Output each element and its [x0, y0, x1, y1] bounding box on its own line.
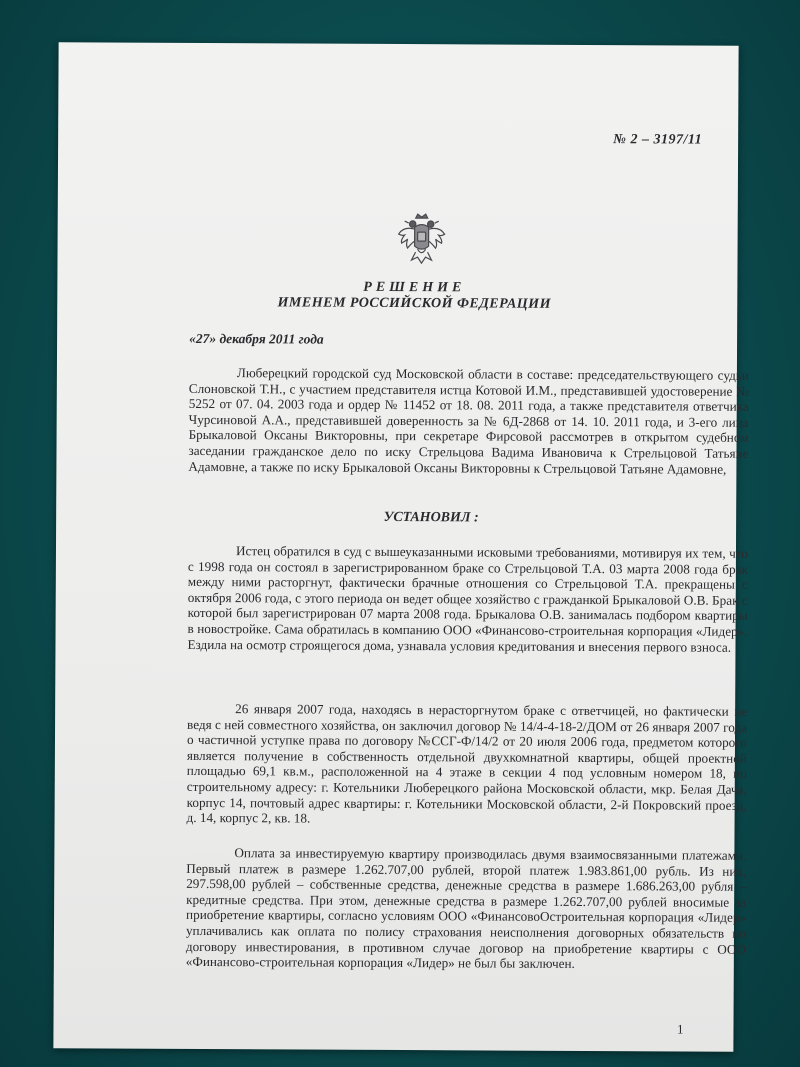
decision-date: «27» декабря 2011 года — [189, 330, 324, 347]
intro-paragraph-text: Люберецкий городской суд Московской области в составе: председательствующего судьи Слоновской Т.Н., с участием представителя истца Котовой И.М., представившей удостоверение № 5252 от 07. 04. 2003 года и ордер № 11452 от 18. 08. 2011 года, а также представителя ответчика Чурсиновой А.А., представившей доверенность за № 6Д-2868 от 14. 10. 2011 года, и 3-его лица Брыкаловой Оксаны Викторовны, при секретаре Фирсовой рассмотрев в открытом судебном заседании гражданское дело по иску Стрельцова Вадима Ивановича к Стрельцовой Татьяне Адамовне, а также по иску Брыкаловой Оксаны Викторовны к Стрельцовой Татьяне Адамовне, — [188, 365, 749, 477]
body-paragraph-1-text: Истец обратился в суд с вышеуказанными исковыми требованиями, мотивируя их тем, что с 1998 года он состоял в зарегистрированном браке со Стрельцовой Т.А. 03 марта 2008 года брак между ними расторгнут, фактически брачные отношения со Стрельцовой Т.А. прекращены с октября 2006 года, с этого периода он ведет общее хозяйство с гражданкой Брыкаловой О.В. Брак с которой был зарегистрирован 07 марта 2008 года. Брыкалова О.В. занималась подбором квартиры в новостройке. Сама обратилась в компанию ООО «Финансово-строительная корпорация «Лидер». Ездила на осмотр строящегося дома, узнавала условия кредитования и внесения первого взноса. — [187, 543, 749, 655]
body-paragraph-3 — [186, 845, 747, 973]
case-number: № 2 – 3197/11 — [613, 132, 703, 148]
body-paragraph-2-text: 26 января 2007 года, находясь в нерасторгнутом браке с ответчицей, но фактически не ведя с ней совместного хозяйства, он заключил договор № 14/4-4-18-2/ДОМ от 26 января 2007 года о частичной уступке права по договору №ССГ-Ф/14/2 от 20 июля 2006 года, предметом которого является получение в собственность отдельной двухкомнатной квартиры, общей проектной площадью 69,1 кв.м., расположенной на 4 этаже в секции 4 под условным номером 18, по строительному адресу: г. Котельники Люберецкого района Московской области, мкр. Белая Дача, корпус 14, почтовый адрес квартиры: г. Котельники Московской области, 2-й Покровский проезд, д. 14, корпус 2, кв. 18. — [186, 701, 748, 826]
intro-paragraph — [188, 365, 749, 477]
document-subtitle: ИМЕНЕМ РОССИЙСКОЙ ФЕДЕРАЦИИ — [277, 295, 552, 312]
established-heading: УСТАНОВИЛ : — [383, 509, 479, 526]
body-paragraph-2 — [187, 701, 748, 829]
document-title: РЕШЕНИЕ — [363, 279, 466, 296]
body-paragraph-3-text: Оплата за инвестируемую квартиру производилась двумя взаимосвязанными платежами. Первый платеж в размере 1.262.707,00 рублей, второй платеж 1.983.861,00 рубль. Из них, 297.598,00 рублей – собственные средства, денежные средства в размере 1.686.263,00 рубля – кредитные средства. При этом, денежные средства в размере 1.262.707,00 рублей вносимые за приобретение квартиры, согласно условиям ООО «ФинансовоОстроительная корпорация «Лидер» уплачивались как оплата по полису страхования неисполнения договорных обязательств по договору инвестирования, в противном случае договор на приобретение квартиры с ООО «Финансово-строительная корпорация «Лидер» не был бы заключен. — [185, 845, 747, 972]
page-number: 1 — [676, 1021, 684, 1037]
body-paragraph-1 — [187, 543, 748, 655]
double-headed-eagle-icon — [395, 212, 447, 268]
document-page — [53, 42, 749, 1052]
